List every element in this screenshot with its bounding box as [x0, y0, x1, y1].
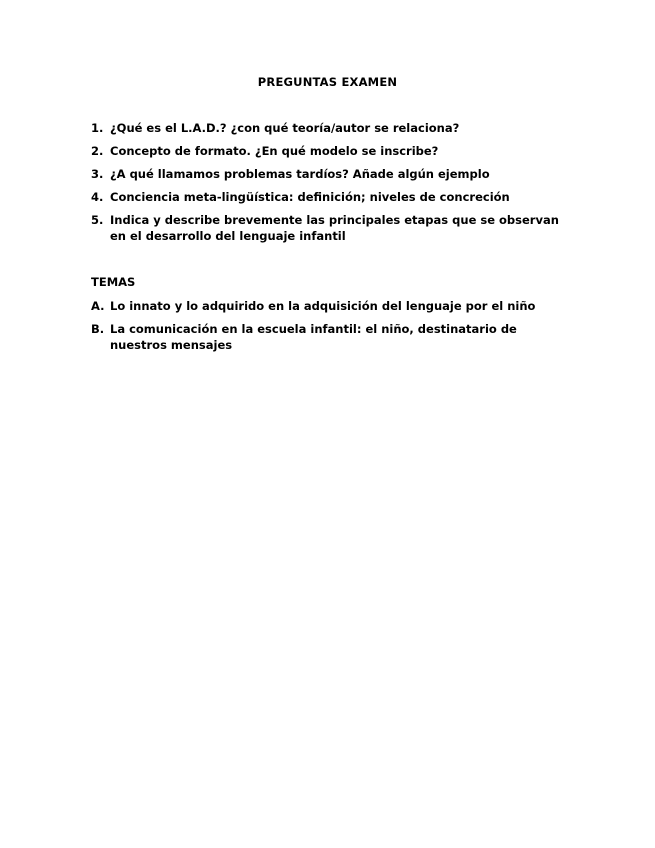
temas-heading: TEMAS: [91, 275, 136, 289]
list-item: [91, 190, 561, 206]
list-item-text: La comunicación en la escuela infantil: el niño, destinatario de nuestros mensajes: [110, 322, 517, 352]
list-item-text: ¿Qué es el L.A.D.? ¿con qué teoría/autor se relaciona?: [110, 121, 460, 135]
list-item-number: 4.: [91, 190, 104, 204]
list-item: [91, 121, 561, 137]
document-title: PREGUNTAS EXAMEN: [257, 75, 398, 89]
temas-list: [91, 299, 561, 361]
list-item: [91, 144, 561, 160]
list-item: [91, 167, 561, 183]
list-item-number: 3.: [91, 167, 104, 181]
questions-list: [91, 121, 561, 252]
list-item-number: 2.: [91, 144, 104, 158]
list-item: [91, 322, 561, 353]
list-item-text: ¿A qué llamamos problemas tardíos? Añade algún ejemplo: [110, 167, 490, 181]
list-item: [91, 213, 561, 244]
list-item-text: Concepto de formato. ¿En qué modelo se inscribe?: [110, 144, 439, 158]
list-item-text: Conciencia meta-lingüística: definición; niveles de concreción: [110, 190, 510, 204]
list-item-letter: A.: [91, 299, 105, 313]
list-item-number: 1.: [91, 121, 104, 135]
list-item-text: Lo innato y lo adquirido en la adquisición del lenguaje por el niño: [110, 299, 536, 313]
list-item: [91, 299, 561, 315]
list-item-text: Indica y describe brevemente las principales etapas que se observan en el desarrollo del lenguaje infantil: [110, 213, 559, 243]
list-item-letter: B.: [91, 322, 105, 336]
list-item-number: 5.: [91, 213, 104, 227]
